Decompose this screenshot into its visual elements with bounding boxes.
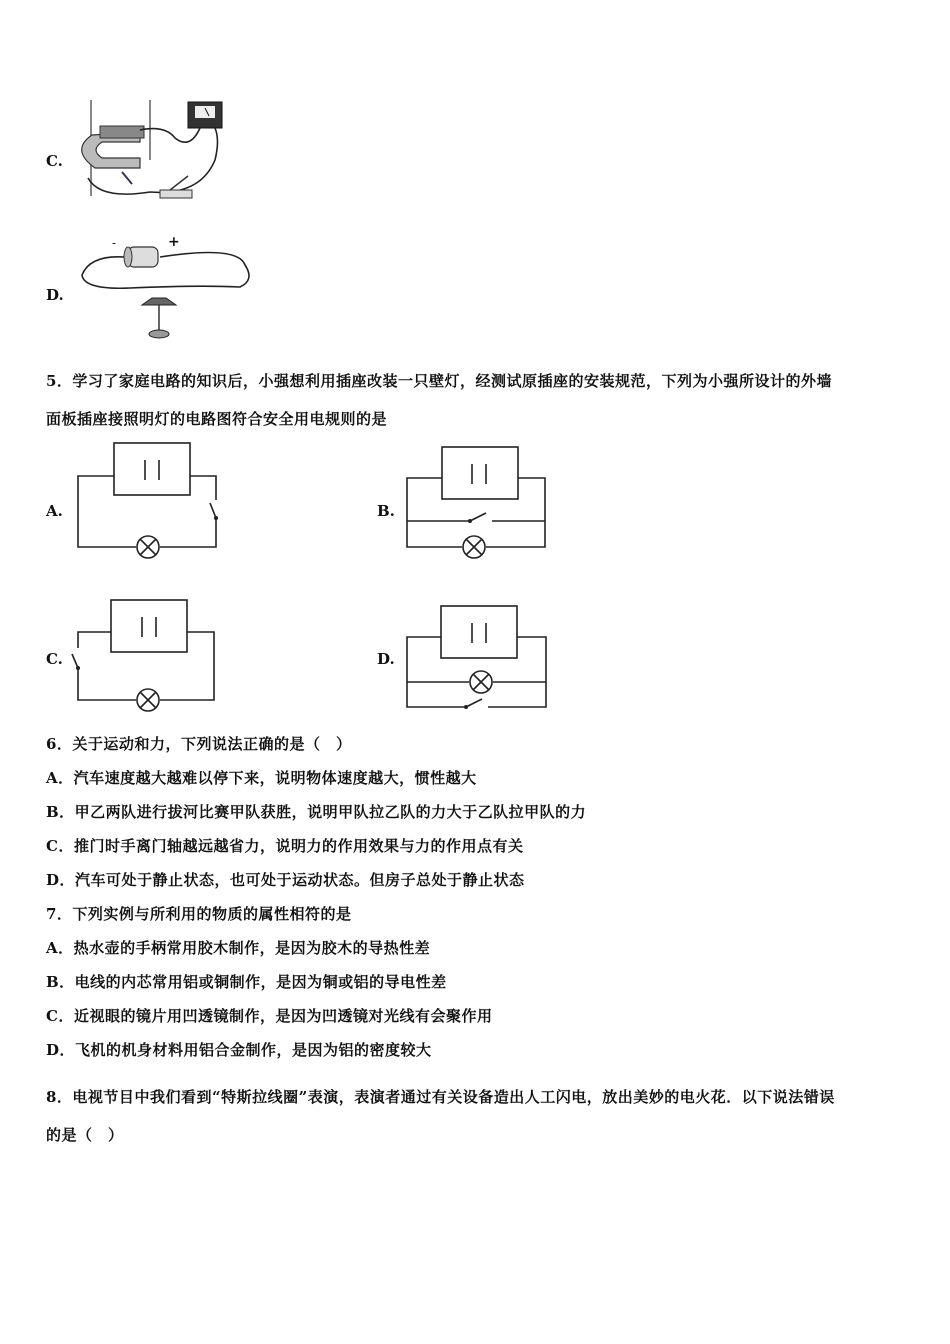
prev-option-c-label: C. xyxy=(46,152,63,170)
q5-option-c-label: C. xyxy=(46,650,63,668)
q6-option-d: D．汽车可处于静止状态，也可处于运动状态。但房子总处于静止状态 xyxy=(46,871,525,889)
q6-option-c: C．推门时手离门轴越远越省力，说明力的作用效果与力的作用点有关 xyxy=(46,837,524,855)
q6-option-a: A．汽车速度越大越难以停下来，说明物体速度越大，惯性越大 xyxy=(46,769,477,787)
q5-text-line2: 面板插座接照明灯的电路图符合安全用电规则的是 xyxy=(46,410,388,428)
q8-text-line2: 的是（ ） xyxy=(46,1126,124,1144)
q7-option-d: D．飞机的机身材料用铝合金制作，是因为铝的密度较大 xyxy=(46,1041,432,1059)
q5-text-line1: 5．学习了家庭电路的知识后，小强想利用插座改装一只壁灯，经测试原插座的安装规范，下列为小强所设计的外墙 xyxy=(46,372,832,390)
q7-option-b: B．电线的内芯常用铝或铜制作，是因为铜或铝的导电性差 xyxy=(46,973,447,991)
prev-option-d-label: D. xyxy=(46,286,64,304)
q6-stem: 6．关于运动和力，下列说法正确的是（ ） xyxy=(46,735,352,753)
q7-option-c: C．近视眼的镜片用凹透镜制作，是因为凹透镜对光线有会聚作用 xyxy=(46,1007,493,1025)
q7-stem: 7．下列实例与所利用的物质的属性相符的是 xyxy=(46,905,352,923)
figure-d-plus: + xyxy=(168,234,180,250)
q7-option-a: A．热水壶的手柄常用胶木制作，是因为胶木的导热性差 xyxy=(46,939,431,957)
q5-option-d-label: D. xyxy=(377,650,395,668)
q8-text-line1: 8．电视节目中我们看到“特斯拉线圈”表演，表演者通过有关设备造出人工闪电，放出美妙的电火花．以下说法错误 xyxy=(46,1088,835,1106)
q6-option-b: B．甲乙两队进行拔河比赛甲队获胜，说明甲队拉乙队的力大于乙队拉甲队的力 xyxy=(46,803,587,821)
figure-d-minus: - xyxy=(112,236,117,250)
q5-option-a-label: A. xyxy=(46,502,63,520)
q5-option-b-label: B. xyxy=(377,502,395,520)
